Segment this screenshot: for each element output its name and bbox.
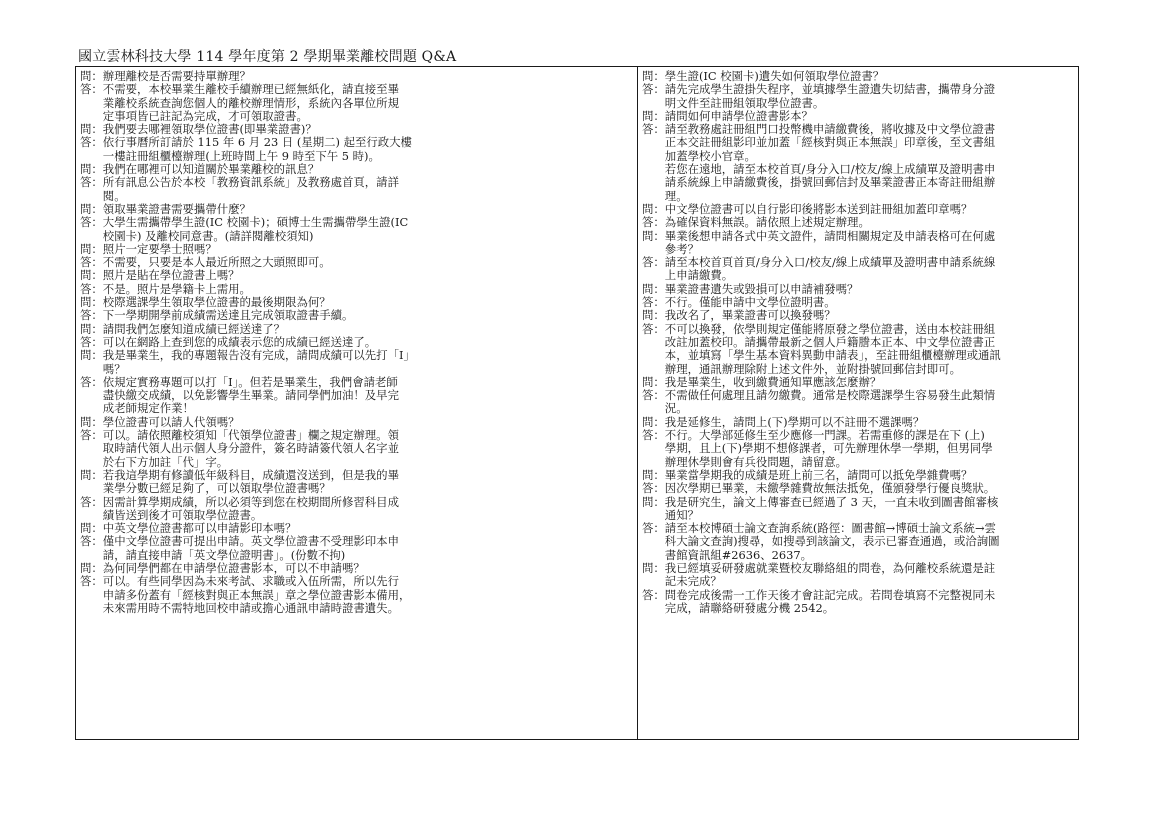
qa-prefix: 問： xyxy=(80,467,103,482)
page-title: 國立雲林科技大學 114 學年度第 2 學期畢業離校問題 Q&A xyxy=(78,49,457,65)
qa-text: 我們在哪裡可以知道關於畢業離校的訊息？ xyxy=(102,162,320,177)
qa-prefix: 問： xyxy=(642,281,665,296)
qa-text: 畢業證書遺失或毀損可以申請補發嗎？ xyxy=(664,281,859,296)
answer-line xyxy=(80,456,628,469)
qa-prefix: 問： xyxy=(80,348,103,363)
question-line xyxy=(642,243,1074,256)
question-line xyxy=(642,562,1074,575)
qa-prefix: 問： xyxy=(642,108,665,123)
qa-text: 不需做任何處理且請勿繳費。通常是校際選課學生容易發生此類情 xyxy=(664,388,996,403)
answer-line xyxy=(80,283,628,296)
qa-text: 業學分數已經足夠了，可以領取學位證書嗎？ xyxy=(102,481,331,496)
qa-text: 下一學期開學前成績需送達且完成領取證書手續。 xyxy=(102,308,354,323)
qa-text: 績皆送到後才可領取學位證書。 xyxy=(102,507,263,522)
qa-text: 所有訊息公告於本校「教務資訊系統」及教務處首頁，請詳 xyxy=(102,175,399,190)
question-line xyxy=(80,349,628,362)
answer-line xyxy=(80,402,628,415)
answer-line xyxy=(80,376,628,389)
qa-prefix: 答： xyxy=(642,82,665,97)
question-line xyxy=(80,296,628,309)
qa-text: 申請多份蓋有「經核對與正本無誤」章之學位證書影本備用， xyxy=(102,587,411,602)
qa-text: 取時請代領人出示個人身分證件，簽名時請簽代領人名字並 xyxy=(102,441,399,456)
qa-text: 於右下方加註「代」字。 xyxy=(102,454,229,469)
qa-text: 若您在遠地，請至本校首頁/身分入口/校友/線上成績單及證明書申 xyxy=(664,162,996,177)
question-line xyxy=(80,323,628,336)
qa-prefix: 問： xyxy=(80,241,103,256)
qa-prefix: 問： xyxy=(642,467,665,482)
answer-line xyxy=(80,97,628,110)
question-line xyxy=(642,509,1074,522)
qa-prefix: 問： xyxy=(642,374,665,389)
answer-line xyxy=(642,589,1074,602)
answer-line xyxy=(80,256,628,269)
qa-text: 我改名了，畢業證書可以換發嗎？ xyxy=(664,308,836,323)
qa-prefix: 答： xyxy=(80,374,103,389)
qa-text: 畢業後想申請各式中英文證件，請問相關規定及申請表格可在何處 xyxy=(664,228,996,243)
qa-prefix: 答： xyxy=(80,534,103,549)
question-line xyxy=(80,482,628,495)
answer-line xyxy=(642,482,1074,495)
question-line xyxy=(642,203,1074,216)
qa-text: 請至教務處註冊組門口投幣機申請繳費後，將收據及中文學位證書 xyxy=(664,122,996,137)
qa-text: 參考？ xyxy=(664,241,699,256)
qa-text: 完成，請聯絡研發處分機 2542。 xyxy=(664,600,835,615)
qa-prefix: 答： xyxy=(642,295,665,310)
answer-line xyxy=(642,456,1074,469)
qa-text: 領取畢業證書需要攜帶什麼？ xyxy=(102,201,251,216)
qa-prefix: 問： xyxy=(80,201,103,216)
answer-line xyxy=(642,176,1074,189)
qa-text: 明文件至註冊組領取學位證書。 xyxy=(664,95,825,110)
qa-text: 依行事曆所訂請於 115 年 6 月 23 日 (星期二) 起至行政大樓 xyxy=(102,135,412,150)
qa-text: 況。 xyxy=(664,401,688,416)
question-line xyxy=(642,309,1074,322)
answer-line xyxy=(80,589,628,602)
qa-prefix: 答： xyxy=(642,587,665,602)
question-line xyxy=(80,70,628,83)
question-line xyxy=(80,562,628,575)
qa-text: 請先完成學生證掛失程序，並填據學生證遺失切結書，攜帶身分證 xyxy=(664,82,996,97)
qa-text: 照片是貼在學位證書上嗎？ xyxy=(102,268,240,283)
qa-text: 加蓋學校小官章。 xyxy=(664,148,756,163)
answer-line xyxy=(80,509,628,522)
right-qa-column xyxy=(642,70,1074,615)
qa-text: 不是。照片是學籍卡上需用。 xyxy=(102,281,251,296)
qa-prefix: 答： xyxy=(642,428,665,443)
qa-text: 因需計算學期成績，所以必須等到您在校期間所修習科目成 xyxy=(102,494,399,509)
qa-text: 可以。有些同學因為未來考試、求職或入伍所需，所以先行 xyxy=(102,574,399,589)
qa-text: 不需要，本校畢業生離校手續辦理已經無紙化，請直接至畢 xyxy=(102,82,399,97)
answer-line xyxy=(80,389,628,402)
question-line xyxy=(642,110,1074,123)
answer-line xyxy=(80,429,628,442)
answer-line xyxy=(80,336,628,349)
qa-text: 請系統線上申請繳費後，掛號回郵信封及畢業證書正本寄註冊組辦 xyxy=(664,175,996,190)
qa-text: 為何同學們都在申請學位證書影本，可以不申請嗎？ xyxy=(102,560,365,575)
answer-line xyxy=(642,296,1074,309)
qa-text: 依規定實務專題可以打「I」。但若是畢業生，我們會請老師 xyxy=(102,374,398,389)
qa-text: 問卷完成後需一工作天後才會註記完成。若問卷填寫不完整視同未 xyxy=(664,587,996,602)
qa-text: 可以。請依照離校須知「代領學位證書」欄之規定辦理。領 xyxy=(102,428,399,443)
answer-line xyxy=(80,176,628,189)
qa-text: 正本交註冊組影印並加蓋「經核對與正本無誤」印章後，至文書組 xyxy=(664,135,996,150)
answer-line xyxy=(642,336,1074,349)
qa-text: 理。 xyxy=(664,188,688,203)
answer-line xyxy=(642,349,1074,362)
qa-text: 閱。 xyxy=(102,188,126,203)
qa-text: 辦理，通訊辦理除附上述文件外，並附掛號回郵信封即可。 xyxy=(664,361,961,376)
qa-text: 因次學期已畢業，未繳學雜費故無法抵免，僅頒發學行優良獎狀。 xyxy=(664,481,996,496)
answer-line xyxy=(642,83,1074,96)
question-line xyxy=(642,70,1074,83)
answer-line xyxy=(80,309,628,322)
qa-text: 定事項皆已註記為完成，才可領取證書。 xyxy=(102,108,308,123)
column-divider xyxy=(637,67,638,739)
answer-line xyxy=(642,269,1074,282)
qa-prefix: 問： xyxy=(80,162,103,177)
qa-text: 學位證書可以請人代領嗎？ xyxy=(102,414,240,429)
qa-prefix: 問： xyxy=(80,414,103,429)
qa-text: 僅中文學位證書可提出申請。英文學位證書不受理影印本申 xyxy=(102,534,399,549)
answer-line xyxy=(642,163,1074,176)
answer-line xyxy=(642,363,1074,376)
answer-line xyxy=(80,442,628,455)
qa-prefix: 問： xyxy=(80,268,103,283)
qa-prefix: 答： xyxy=(80,428,103,443)
question-line xyxy=(642,283,1074,296)
qa-text: 我們要去哪裡領取學位證書(即畢業證書)？ xyxy=(102,122,317,137)
qa-text: 未來需用時不需特地回校申請或擔心通訊申請時證書遺失。 xyxy=(102,600,399,615)
qa-text: 中英文學位證書都可以申請影印本嗎？ xyxy=(102,521,297,536)
answer-line xyxy=(80,190,628,203)
left-qa-column xyxy=(80,70,628,615)
question-line xyxy=(642,376,1074,389)
answer-line xyxy=(642,136,1074,149)
qa-prefix: 問： xyxy=(80,69,103,83)
qa-prefix: 問： xyxy=(80,560,103,575)
qa-text: 嗎？ xyxy=(102,361,126,376)
qa-prefix: 答： xyxy=(80,135,103,150)
qa-prefix: 問： xyxy=(642,560,665,575)
qa-prefix: 問： xyxy=(642,414,665,429)
qa-text: 請至本校首頁首頁/身分入口/校友/線上成績單及證明書申請系統線 xyxy=(664,255,996,270)
answer-line xyxy=(80,150,628,163)
answer-line xyxy=(80,602,628,615)
answer-line xyxy=(642,402,1074,415)
qa-text: 一樓註冊組櫃檯辦理(上班時間上午 9 時至下午 5 時)。 xyxy=(102,148,380,163)
qa-prefix: 答： xyxy=(642,388,665,403)
qa-text: 記未完成？ xyxy=(664,574,722,589)
qa-text: 業離校系統查詢您個人的離校辦理情形，系統內各單位所規 xyxy=(102,95,399,110)
question-line xyxy=(642,416,1074,429)
qa-prefix: 問： xyxy=(642,69,665,83)
answer-line xyxy=(642,442,1074,455)
qa-text: 請，請直接申請「英文學位證明書」。(份數不拘) xyxy=(102,547,346,562)
qa-prefix: 答： xyxy=(80,281,103,296)
answer-line xyxy=(80,110,628,123)
answer-line xyxy=(642,535,1074,548)
qa-prefix: 答： xyxy=(642,215,665,230)
question-line xyxy=(80,522,628,535)
answer-line xyxy=(80,535,628,548)
qa-prefix: 答： xyxy=(80,82,103,97)
qa-text: 學期，且上(下)學期不想修課者，可先辦理休學一學期，但男同學 xyxy=(664,441,993,456)
answer-line xyxy=(642,150,1074,163)
qa-prefix: 問： xyxy=(80,521,103,536)
qa-text: 上申請繳費。 xyxy=(664,268,734,283)
question-line xyxy=(80,243,628,256)
qa-text: 不行。大學部延修生至少應修一門課。若需重修的課是在下 (上) xyxy=(664,428,985,443)
qa-prefix: 問： xyxy=(642,494,665,509)
answer-line xyxy=(642,522,1074,535)
qa-prefix: 答： xyxy=(80,308,103,323)
answer-line xyxy=(80,136,628,149)
question-line xyxy=(80,416,628,429)
qa-prefix: 答： xyxy=(642,521,665,536)
qa-text: 照片一定要學士照嗎？ xyxy=(102,241,217,256)
qa-prefix: 答： xyxy=(80,215,103,230)
answer-line xyxy=(80,83,628,96)
qa-text: 我是畢業生，收到繳費通知單應該怎麼辦？ xyxy=(664,374,882,389)
qa-prefix: 答： xyxy=(80,494,103,509)
qa-text: 辦理離校是否需要持單辦理？ xyxy=(102,69,251,83)
answer-line xyxy=(642,323,1074,336)
qa-prefix: 答： xyxy=(80,175,103,190)
qa-text: 辦理休學則會有兵役問題，請留意。 xyxy=(664,454,848,469)
qa-text: 成老師規定作業！ xyxy=(102,401,194,416)
qa-prefix: 答： xyxy=(642,321,665,336)
qa-prefix: 問： xyxy=(80,122,103,137)
qa-prefix: 問： xyxy=(80,321,103,336)
qa-text: 為確保資料無誤。請依照上述規定辦理。 xyxy=(664,215,870,230)
qa-table xyxy=(75,66,1079,740)
answer-line xyxy=(642,97,1074,110)
qa-text: 書館資訊組#2636、2637。 xyxy=(664,547,813,562)
answer-line xyxy=(642,549,1074,562)
question-line xyxy=(80,123,628,136)
qa-text: 不可以換發，依學則規定僅能將原發之學位證書，送由本校註冊組 xyxy=(664,321,996,336)
qa-text: 我已經填妥研發處就業暨校友聯絡組的問卷，為何離校系統還是註 xyxy=(664,560,996,575)
qa-text: 校際選課學生領取學位證書的最後期限為何？ xyxy=(102,295,331,310)
question-line xyxy=(80,203,628,216)
answer-line xyxy=(80,216,628,229)
qa-prefix: 問： xyxy=(642,228,665,243)
question-line xyxy=(80,363,628,376)
qa-text: 我是研究生，論文上傳審查已經過了 3 天，一直未收到圖書館審核 xyxy=(664,494,999,509)
qa-prefix: 答： xyxy=(80,334,103,349)
qa-text: 校園卡) 及離校同意書。(請詳閱離校須知) xyxy=(102,228,314,243)
question-line xyxy=(642,469,1074,482)
answer-line xyxy=(80,575,628,588)
qa-text: 我是延修生，請問上(下)學期可以不註冊不選課嗎？ xyxy=(664,414,925,429)
qa-prefix: 問： xyxy=(80,295,103,310)
question-line xyxy=(642,575,1074,588)
answer-line xyxy=(642,256,1074,269)
qa-text: 本，並填寫「學生基本資料異動申請表」，至註冊組櫃檯辦理或通訊 xyxy=(664,348,1001,363)
qa-text: 請問如何申請學位證書影本？ xyxy=(664,108,813,123)
qa-text: 改註加蓋校印。請攜帶最新之個人戶籍謄本正本、中文學位證書正 xyxy=(664,334,996,349)
qa-prefix: 答： xyxy=(642,122,665,137)
answer-line xyxy=(642,123,1074,136)
qa-prefix: 答： xyxy=(80,574,103,589)
qa-prefix: 問： xyxy=(642,201,665,216)
question-line xyxy=(80,163,628,176)
answer-line xyxy=(642,602,1074,615)
question-line xyxy=(642,230,1074,243)
qa-text: 不行。僅能申請中文學位證明書。 xyxy=(664,295,836,310)
answer-line xyxy=(80,230,628,243)
answer-line xyxy=(642,389,1074,402)
qa-text: 請至本校博碩士論文查詢系統(路徑：圖書館→博碩士論文系統→雲 xyxy=(664,521,996,536)
qa-prefix: 答： xyxy=(80,255,103,270)
qa-prefix: 問： xyxy=(642,308,665,323)
answer-line xyxy=(642,216,1074,229)
qa-text: 中文學位證書可以自行影印後將影本送到註冊組加蓋印章嗎？ xyxy=(664,201,973,216)
qa-text: 請問我們怎麼知道成績已經送達了？ xyxy=(102,321,286,336)
answer-line xyxy=(642,429,1074,442)
qa-text: 不需要，只要是本人最近所照之大頭照即可。 xyxy=(102,255,331,270)
answer-line xyxy=(80,496,628,509)
qa-text: 若我這學期有修讀低年級科目，成績還沒送到，但是我的畢 xyxy=(102,467,399,482)
qa-text: 盡快繳交成績，以免影響學生畢業。請同學們加油！及早完 xyxy=(102,388,399,403)
answer-line xyxy=(80,549,628,562)
answer-line xyxy=(642,190,1074,203)
qa-prefix: 答： xyxy=(642,255,665,270)
qa-text: 通知？ xyxy=(664,507,699,522)
qa-prefix: 答： xyxy=(642,481,665,496)
qa-text: 可以在網路上查到您的成績表示您的成績已經送達了。 xyxy=(102,334,377,349)
qa-text: 大學生需攜帶學生證(IC 校園卡)；碩博士生需攜帶學生證(IC xyxy=(102,215,409,230)
question-line xyxy=(80,469,628,482)
question-line xyxy=(642,496,1074,509)
question-line xyxy=(80,269,628,282)
qa-text: 畢業當學期我的成績是班上前三名，請問可以抵免學雜費嗎？ xyxy=(664,467,973,482)
qa-text: 科大論文查詢)搜尋，如搜尋到該論文，表示已審查通過，或洽詢圖 xyxy=(664,534,1000,549)
qa-text: 我是畢業生，我的專題報告沒有完成，請問成績可以先打「I」 xyxy=(102,348,415,363)
qa-text: 學生證(IC 校園卡)遺失如何領取學位證書？ xyxy=(664,69,885,83)
